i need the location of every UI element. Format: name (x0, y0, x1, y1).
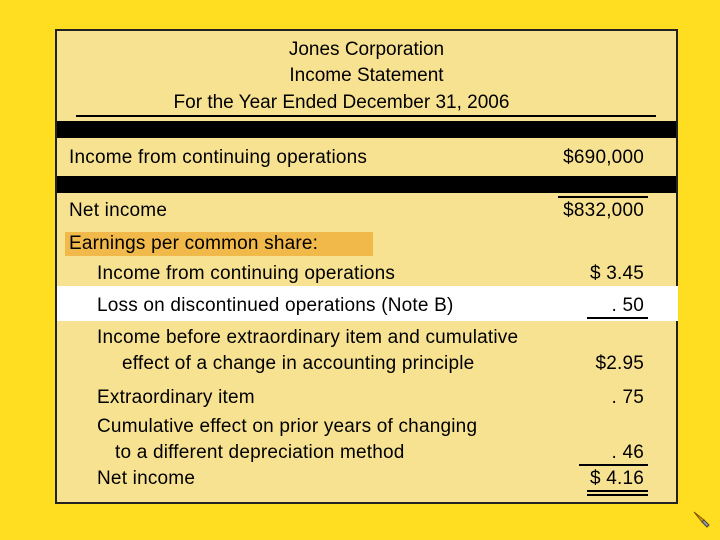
income-statement-panel (55, 29, 678, 504)
black-band-bottom (57, 176, 676, 193)
eps-discontinued-label: Loss on discontinued operations (Note B) (97, 295, 454, 316)
cumulative-underline (579, 464, 648, 466)
eps-cumulative-line1: Cumulative effect on prior years of changing (97, 416, 478, 437)
eps-extraordinary-label: Extraordinary item (97, 387, 255, 408)
black-band-top (57, 121, 676, 138)
eps-discontinued-value: . 50 (611, 295, 644, 316)
eps-net-income-double-underline-2 (587, 494, 648, 496)
eps-continuing-value: $ 3.45 (589, 263, 644, 284)
continuing-ops-label: Income from continuing operations (69, 147, 368, 168)
eps-net-income-label: Net income (97, 468, 196, 489)
net-income-value: $832,000 (563, 200, 644, 221)
eps-net-income-value: $ 4.16 (589, 468, 644, 489)
eps-extraordinary-value: . 75 (611, 387, 644, 408)
eps-before-extra-line2: effect of a change in accounting principle (122, 353, 475, 374)
discontinued-underline (587, 317, 648, 319)
statement-period: For the Year Ended December 31, 2006 (173, 92, 510, 113)
eps-title: Earnings per common share: (69, 233, 319, 254)
net-income-overline (558, 196, 648, 198)
eps-cumulative-value: . 46 (611, 442, 644, 463)
eps-continuing-label: Income from continuing operations (97, 263, 396, 284)
eps-cumulative-line2: to a different depreciation method (115, 442, 405, 463)
company-name: Jones Corporation (288, 39, 445, 60)
statement-title: Income Statement (289, 65, 444, 86)
eps-before-extra-value: $2.95 (595, 353, 644, 374)
eps-before-extra-line1: Income before extraordinary item and cumulative (97, 327, 519, 348)
header-underline (76, 115, 656, 117)
net-income-label: Net income (69, 200, 168, 221)
pen-icon-graphic (690, 508, 712, 530)
pen-icon[interactable] (690, 508, 712, 530)
eps-net-income-double-underline-1 (587, 490, 648, 492)
continuing-ops-value: $690,000 (563, 147, 644, 168)
